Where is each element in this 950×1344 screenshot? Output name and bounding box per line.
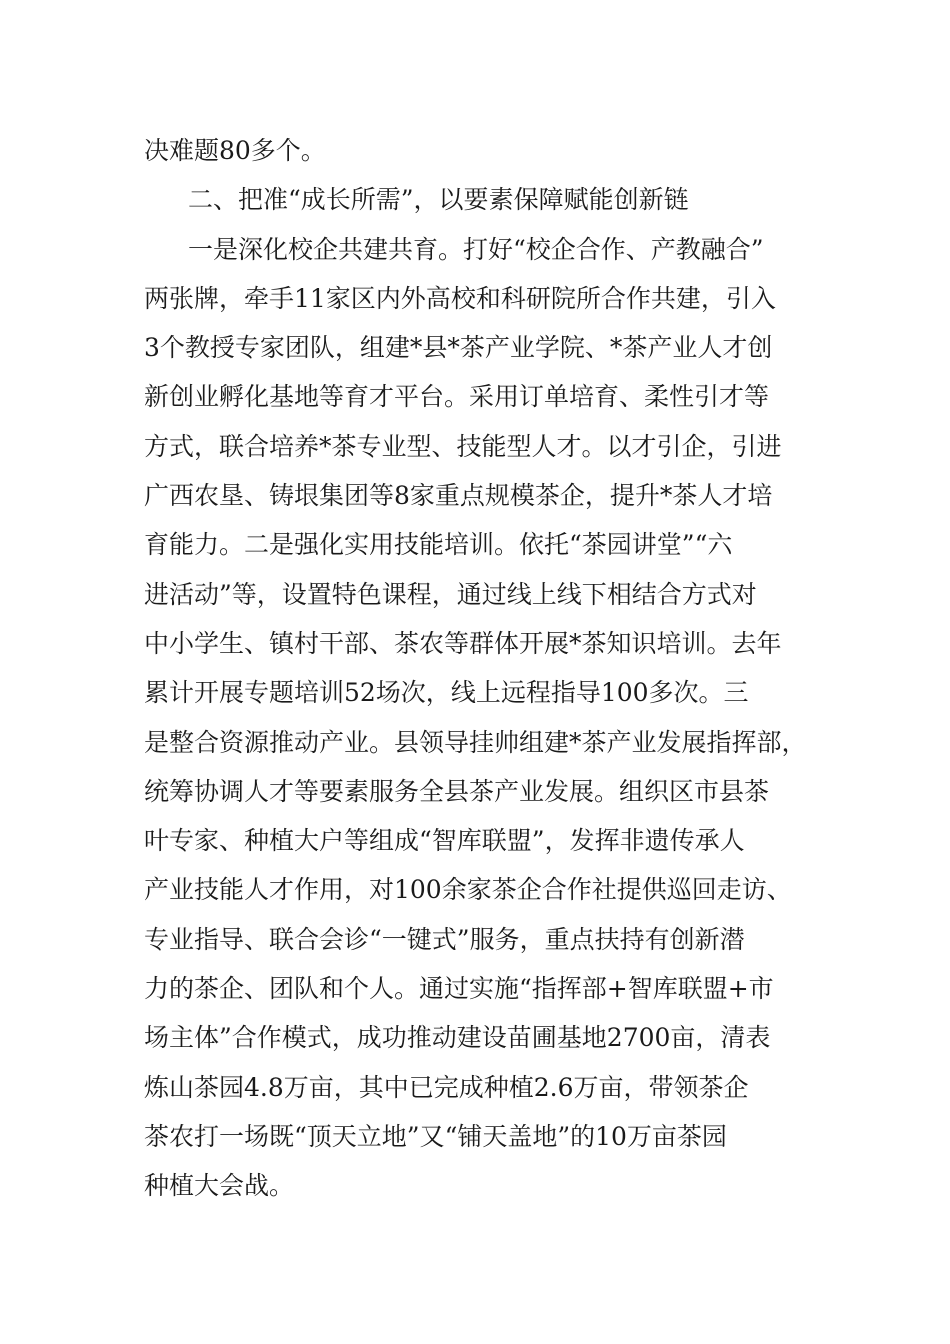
paragraph-line: 种植大会战。 [144, 1171, 295, 1201]
paragraph-line: 新创业孵化基地等育才平台。采用订单培育、柔性引才等 [144, 382, 770, 412]
paragraph-line: 是整合资源推动产业。县领导挂帅组建*茶产业发展指挥部， [144, 727, 807, 757]
paragraph-line: 育能力。二是强化实用技能培训。依托“茶园讲堂”“六 [144, 530, 733, 560]
paragraph-line: 炼山茶园4.8万亩，其中已完成种植2.6万亩，带领茶企 [144, 1072, 749, 1102]
paragraph-line: 中小学生、镇村干部、茶农等群体开展*茶知识培训。去年 [144, 628, 782, 658]
paragraph-line: 专业指导、联合会诊“一键式”服务，重点扶持有创新潜 [144, 924, 745, 954]
paragraph-line: 一是深化校企共建共育。打好“校企合作、产教融合” [188, 234, 764, 264]
paragraph-line: 广西农垦、铸垠集团等8家重点规模茶企，提升*茶人才培 [144, 481, 773, 511]
paragraph-line: 统筹协调人才等要素服务全县茶产业发展。组织区市县茶 [144, 776, 770, 806]
paragraph-line: 产业技能人才作用，对100余家茶企合作社提供巡回走访、 [144, 875, 792, 905]
paragraph-line: 方式，联合培养*茶专业型、技能型人才。以才引企，引进 [144, 431, 782, 461]
paragraph-line: 茶农打一场既“顶天立地”又“铺天盖地”的10万亩茶园 [144, 1121, 727, 1151]
paragraph-line: 力的茶企、团队和个人。通过实施“指挥部+智库联盟+市 [144, 974, 774, 1004]
section-heading: 二、把准“成长所需”，以要素保障赋能创新链 [188, 185, 689, 215]
paragraph-line: 决难题80多个。 [144, 136, 326, 165]
paragraph-line: 累计开展专题培训52场次，线上远程指导100多次。三 [144, 678, 749, 708]
paragraph-line: 叶专家、种植大户等组成“智库联盟”，发挥非遗传承人 [144, 826, 745, 856]
paragraph-line: 进活动”等，设置特色课程，通过线上线下相结合方式对 [144, 579, 757, 609]
document-body [144, 126, 824, 1211]
paragraph-line: 3个教授专家团队，组建*县*茶产业学院、*茶产业人才创 [144, 333, 773, 363]
paragraph-line: 场主体”合作模式，成功推动建设苗圃基地2700亩，清表 [144, 1023, 771, 1053]
paragraph-line: 两张牌，牵手11家区内外高校和科研院所合作共建，引入 [144, 283, 776, 313]
